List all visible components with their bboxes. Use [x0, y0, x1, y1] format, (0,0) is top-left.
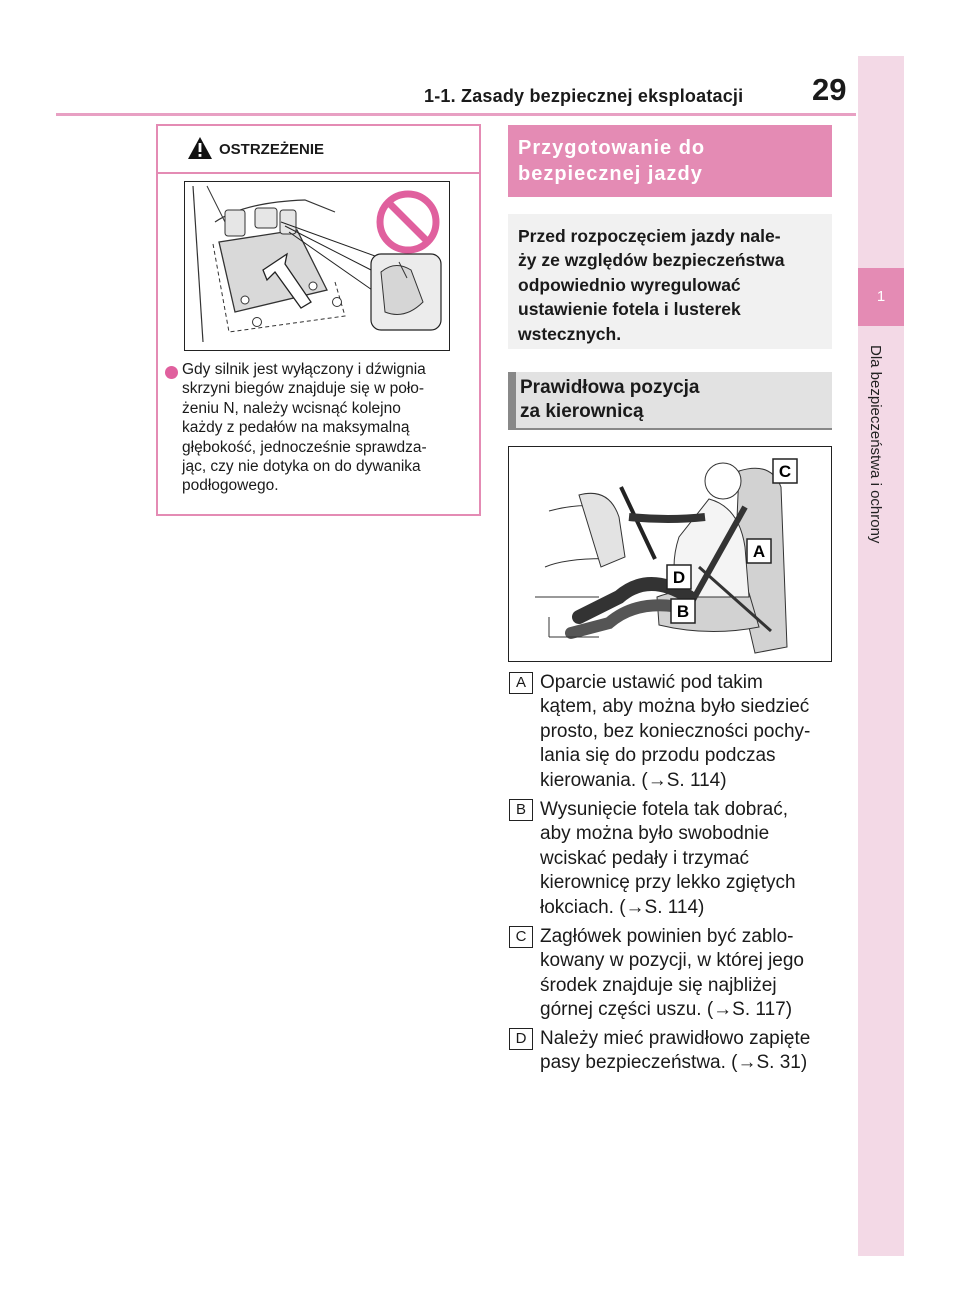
section-title: Przygotowanie do bezpiecznej jazdy	[508, 125, 832, 197]
svg-text:B: B	[676, 602, 690, 621]
header-rule	[56, 113, 856, 116]
driver-seat-drawing	[509, 447, 830, 660]
svg-text:C: C	[778, 462, 792, 481]
chapter-tab-label: Dla bezpieczeństwa i ochrony	[867, 345, 884, 544]
item-marker-d: D	[509, 1028, 533, 1050]
pedal-floor-mat-illustration	[184, 181, 450, 351]
warning-header	[158, 126, 479, 174]
item-marker-a: A	[509, 672, 533, 694]
item-marker-c: C	[509, 926, 533, 948]
page-number: 29	[812, 72, 847, 107]
item-text-d: Należy mieć prawidłowo zapięte pasy bezpieczeństwa. (→S. 31)	[540, 1028, 811, 1074]
subheading: Prawidłowa pozycja za kierownicą	[508, 372, 832, 430]
chapter-tab-strip	[858, 56, 904, 1256]
figure-label-c	[773, 459, 797, 483]
item-text-c: Zagłówek powinien być zablo- kowany w pozycji, w której jego środek znajduje się najbliżej górnej części uszu. (→S. 117)	[540, 926, 804, 1021]
running-header: 1-1. Zasady bezpiecznej eksploatacji	[424, 86, 744, 106]
item-text-b: Wysunięcie fotela tak dobrać, aby można było swobodnie wciskać pedały i trzymać kierownicę przy lekko zgiętych łokciach. (→S. 114)	[540, 799, 796, 918]
warning-text: Gdy silnik jest wyłączony i dźwignia skrzyni biegów znajduje się w poło- żeniu N, należy wcisnąć kolejno każdy z pedałów na maksymalną głębokość, jednocześnie sprawdza- jąc, czy nie dotyka on do dywanika podłogowego.	[182, 361, 427, 495]
svg-text:A: A	[752, 542, 766, 561]
intro-box: Przed rozpoczęciem jazdy nale- ży ze względów bezpieczeństwa odpowiednio wyregulować ustawienie fotela i lusterek wstecznych.	[508, 214, 832, 349]
chapter-tab-number: 1	[876, 288, 886, 305]
figure-label-a	[747, 539, 771, 563]
svg-text:D: D	[672, 568, 686, 587]
warning-box	[156, 124, 481, 516]
figure-label-d	[667, 565, 691, 589]
figure-label-b	[671, 599, 695, 623]
item-text-a: Oparcie ustawić pod takim kątem, aby można było siedzieć prosto, bez konieczności pochy- lania się do przodu podczas kierowania. (→S. 114)	[540, 672, 811, 791]
pedal-mat-drawing	[185, 182, 448, 349]
driving-position-illustration	[508, 446, 832, 662]
warning-triangle-icon	[187, 136, 213, 160]
item-marker-b: B	[509, 799, 533, 821]
bullet-dot	[165, 366, 178, 379]
warning-title: OSTRZEŻENIE	[219, 141, 325, 158]
